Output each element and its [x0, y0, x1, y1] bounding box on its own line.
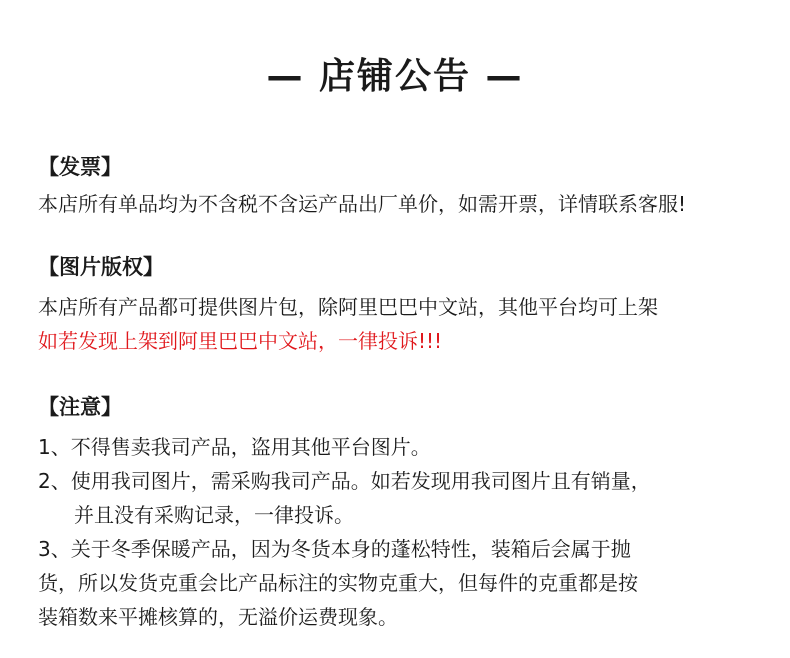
notice-section: [38, 392, 778, 634]
invoice-text: 本店所有单品均为不含税不含运产品出厂单价，如需开票，详情联系客服!: [38, 192, 687, 216]
copyright-warning: 如若发现上架到阿里巴巴中文站，一律投诉!!!: [38, 329, 443, 353]
copyright-text: 本店所有产品都可提供图片包，除阿里巴巴中文站，其他平台均可上架: [38, 295, 658, 319]
copyright-section: [38, 252, 778, 358]
notice-line-1: 1、不得售卖我司产品，盗用其他平台图片。: [38, 435, 431, 459]
notice-line-6: 装箱数来平摊核算的，无溢价运费现象。: [38, 605, 398, 629]
notice-line-4: 3、关于冬季保暖产品，因为冬货本身的蓬松特性，装箱后会属于抛: [38, 537, 631, 561]
invoice-section: [38, 152, 778, 221]
notice-line-3: 并且没有采购记录，一律投诉。: [74, 503, 354, 527]
copyright-heading: 【图片版权】: [38, 255, 164, 279]
notice-line-5: 货，所以发货克重会比产品标注的实物克重大，但每件的克重都是按: [38, 571, 638, 595]
notice-heading: 【注意】: [38, 395, 122, 419]
notice-line-2: 2、使用我司图片，需采购我司产品。如若发现用我司图片且有销量，: [38, 469, 651, 493]
page-title: — 店铺公告 —: [266, 56, 524, 97]
invoice-heading: 【发票】: [38, 155, 122, 179]
